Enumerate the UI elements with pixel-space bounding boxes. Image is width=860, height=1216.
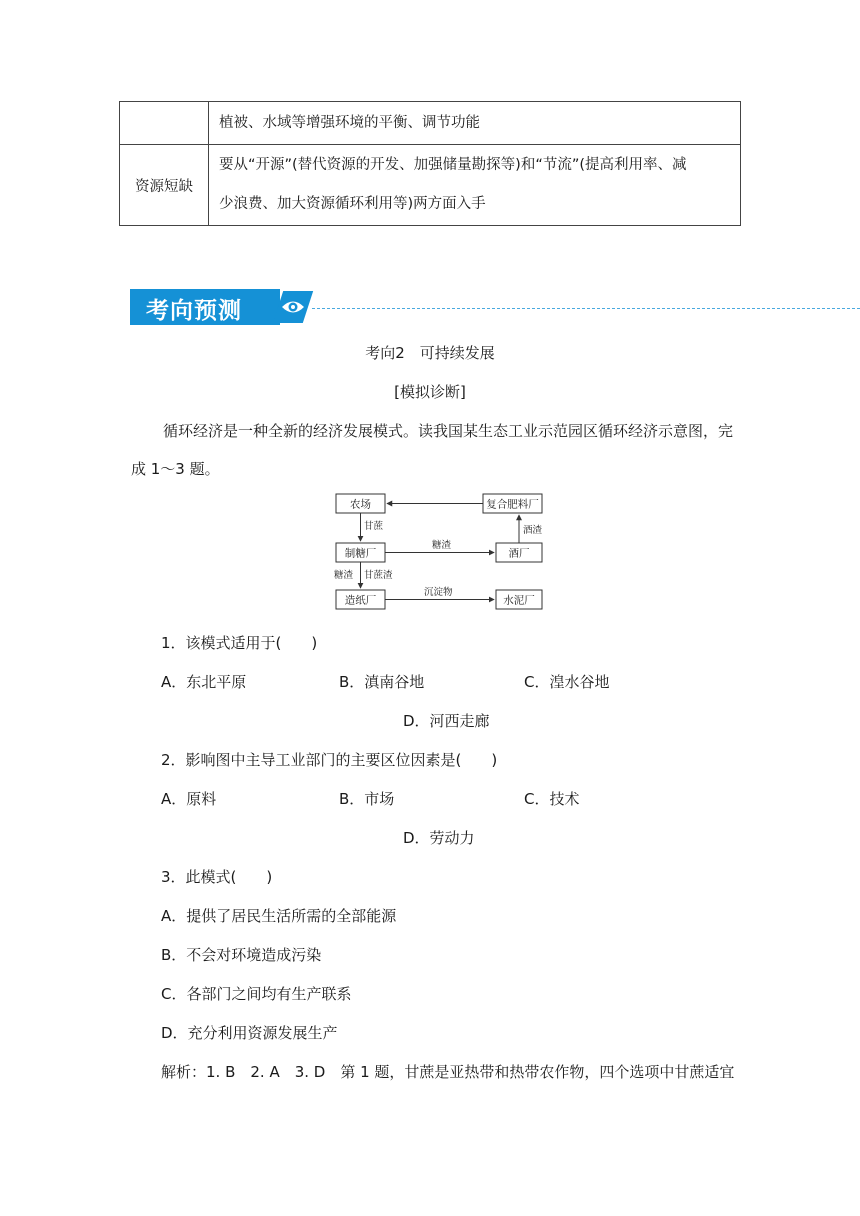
table-row xyxy=(120,102,741,145)
section-title: 考向2 可持续发展 xyxy=(365,344,495,362)
question-1-option-c: C．湟水谷地 xyxy=(524,673,610,691)
fertilizer-label: 复合肥料厂 xyxy=(486,499,539,511)
question-2-option-c: C．技术 xyxy=(524,790,580,808)
question-2-stem: 2．影响图中主导工业部门的主要区位因素是( ) xyxy=(161,751,498,769)
vinasse-arrow-label: 酒渣 xyxy=(523,526,543,536)
question-2-option-b: B．市场 xyxy=(339,790,395,808)
question-3-option-b: B．不会对环境造成污染 xyxy=(161,946,322,964)
table-cell-text: 植被、水域等增强环境的平衡、调节功能 xyxy=(209,102,741,145)
molasses-down-arrow-label: 糖渣 xyxy=(334,571,354,581)
intro-line-1: 循环经济是一种全新的经济发展模式。读我国某生态工业示范园区循环经济示意图，完 xyxy=(163,422,734,440)
section-banner xyxy=(130,289,312,325)
intro-line-2: 成 1～3 题。 xyxy=(131,460,220,478)
question-3-option-d: D．充分利用资源发展生产 xyxy=(161,1024,338,1042)
banner-title: 考向预测 xyxy=(146,298,242,324)
sediment-arrow-label: 沉淀物 xyxy=(424,588,453,598)
analysis-text: 解析：1. B 2. A 3. D 第 1 题，甘蔗是亚热带和热带农作物，四个选项中甘蔗适宜 xyxy=(161,1063,735,1081)
bagasse-arrow-label: 甘蔗渣 xyxy=(364,571,393,581)
cement-label: 水泥厂 xyxy=(503,595,535,607)
paper-label: 造纸厂 xyxy=(344,595,377,607)
question-2-option-d: D．劳动力 xyxy=(403,829,475,847)
eye-icon xyxy=(280,296,306,318)
question-2-option-a: A．原料 xyxy=(161,790,217,808)
question-1-stem: 1．该模式适用于( ) xyxy=(161,634,318,652)
question-3-stem: 3．此模式( ) xyxy=(161,868,273,886)
question-1-option-b: B．滇南谷地 xyxy=(339,673,425,691)
table-cell-text: 要从“开源”(替代资源的开发、加强储量勘探等)和“节流”(提高利用率、减 少浪费、加大资源循环利用等)两方面入手 xyxy=(209,145,741,226)
sugar-label: 制糖厂 xyxy=(344,548,377,560)
question-3-option-c: C．各部门之间均有生产联系 xyxy=(161,985,352,1003)
circular-economy-diagram xyxy=(330,489,550,615)
table-cell-label: 资源短缺 xyxy=(120,145,209,226)
question-1-option-d: D．河西走廊 xyxy=(403,712,490,730)
table-cell-label xyxy=(120,102,209,145)
winery-label: 酒厂 xyxy=(508,548,530,560)
molasses-winery-arrow-label: 糖渣 xyxy=(432,541,452,551)
table-row xyxy=(120,145,741,226)
sugarcane-arrow-label: 甘蔗 xyxy=(364,522,384,532)
comparison-table xyxy=(119,101,741,226)
question-1-option-a: A．东北平原 xyxy=(161,673,247,691)
farm-label: 农场 xyxy=(350,499,371,511)
subsection-title: [模拟诊断] xyxy=(394,383,466,401)
question-3-option-a: A．提供了居民生活所需的全部能源 xyxy=(161,907,397,925)
banner-divider xyxy=(312,308,860,309)
